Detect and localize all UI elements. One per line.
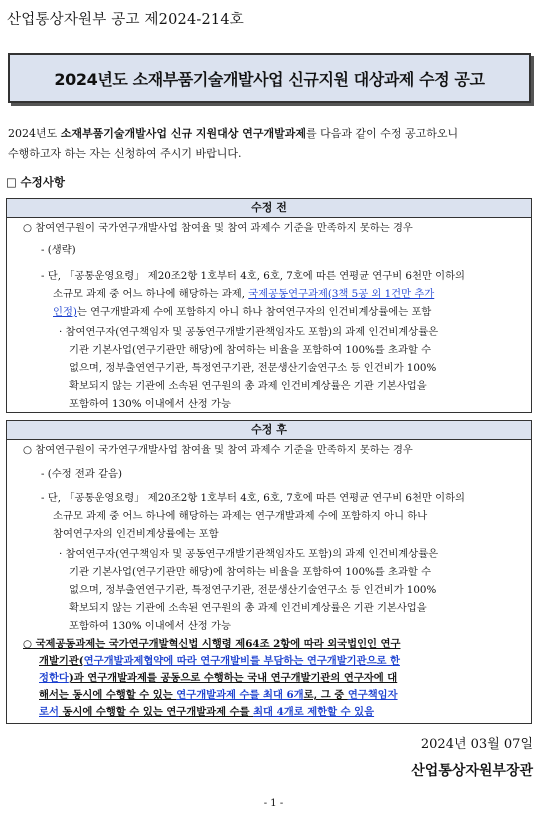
- text: 동시에 수행할 수 있는 연구개발과제 수를: [58, 706, 254, 718]
- intro-text: 2024년도: [8, 127, 61, 140]
- highlight-text: 연구개발과제협약에 따라 연구개발비를 부담하는 연구개발기관으로 한: [83, 655, 400, 667]
- text: 소규모 과제 중 어느 하나에 해당하는 과제,: [53, 288, 249, 300]
- signatory: 산업통상자원부장관: [411, 763, 533, 779]
- new-clause-line: [23, 637, 400, 651]
- before-line: 포함하여 130% 이내에서 산정 가능: [69, 398, 231, 410]
- intro-project-name: 소재부품기술개발사업 신규 지원대상 연구개발과제: [60, 127, 307, 140]
- text: 로, 그 중: [303, 689, 348, 701]
- after-line: - 단, 「공통운영요령」 제20조2항 1호부터 4호, 6호, 7호에 따른 연평균 연구비 6천만 이하의: [41, 492, 465, 504]
- highlight-text: 국제공동연구과제(3책 5공 외 1건만 추가: [248, 288, 435, 300]
- after-line: 포함하여 130% 이내에서 산정 가능: [69, 620, 231, 632]
- intro-line-2: 수행하고자 하는 자는 신청하여 주시기 바랍니다.: [8, 147, 242, 160]
- intro-paragraph: [8, 124, 534, 164]
- new-clause-line: [39, 705, 374, 719]
- before-line: - (생략): [41, 244, 76, 256]
- page-number: - 1 -: [263, 798, 284, 809]
- after-box: [6, 420, 532, 724]
- before-line: 확보되지 않는 기관에 소속된 연구원의 총 과제 인건비계상률은 기관 기본사업을: [69, 380, 427, 392]
- page-title: 2024년도 소재부품기술개발사업 신규지원 대상과제 수정 공고: [54, 69, 485, 89]
- after-line: 없으며, 정부출연연구기관, 특정연구기관, 전문생산기술연구소 등 인건비가 100%: [69, 584, 437, 596]
- after-line: 확보되지 않는 기관에 소속된 연구원의 총 과제 인건비계상률은 기관 기본사업을: [69, 602, 427, 614]
- title-box: [8, 53, 531, 103]
- before-line: 기관 기본사업(연구기관만 해당)에 참여하는 비율을 포함하여 100%를 초과할 수: [69, 344, 432, 356]
- after-line: - (수정 전과 같음): [41, 468, 123, 480]
- after-heading: 수정 후: [7, 421, 531, 440]
- text: )과 연구개발과제를 공동으로 수행하는 국내 연구개발기관의 연구자에 대: [68, 672, 398, 684]
- section-heading: [6, 174, 65, 190]
- intro-line-1: [8, 124, 534, 144]
- text: 는 연구개발과제 수에 포함하지 아니 하나 참여연구자의 인건비계상률에는 포함: [76, 306, 432, 318]
- after-line: · 참여연구자(연구책임자 및 공동연구개발기관책임자도 포함)의 과제 인건비계상률은: [59, 548, 439, 560]
- checkbox-icon: □: [6, 175, 17, 189]
- intro-text: 를 다음과 같이 수정 공고하오니: [306, 127, 459, 140]
- after-line: 소규모 과제 중 어느 하나에 해당하는 과제는 연구개발과제 수에 포함하지 아니 하나: [53, 510, 428, 522]
- before-heading: 수정 전: [7, 199, 531, 218]
- before-line: · 참여연구자(연구책임자 및 공동연구개발기관책임자도 포함)의 과제 인건비계상률은: [59, 326, 439, 338]
- new-clause-line: [39, 688, 398, 702]
- highlight-text: 연구개발과제 수를 최대 6개: [176, 689, 304, 701]
- highlight-text: 연구책임자: [347, 689, 398, 701]
- before-box: [6, 198, 532, 413]
- text: ○ 국제공동과제는 국가연구개발혁신법 시행령 제64조 2항에 따라 외국법인인 연구: [23, 638, 401, 650]
- highlight-text: 최대 4개로 제한할 수 있음: [253, 706, 375, 718]
- notice-number: 산업통상자원부 공고 제2024-214호: [7, 12, 244, 28]
- text: 개발기관(: [39, 655, 84, 667]
- after-line: 기관 기본사업(연구기관만 해당)에 참여하는 비율을 포함하여 100%를 초과할 수: [69, 566, 432, 578]
- text: 해서는 동시에 수행할 수 있는: [39, 689, 177, 701]
- before-line: 없으며, 정부출연연구기관, 특정연구기관, 전문생산기술연구소 등 인건비가 100%: [69, 362, 437, 374]
- highlight-text: 정한다: [39, 672, 69, 684]
- before-line: [53, 287, 434, 301]
- highlight-text: 로서: [39, 706, 59, 718]
- after-line: 참여연구자의 인건비계상률에는 포함: [53, 528, 219, 540]
- after-line: ○ 참여연구원이 국가연구개발사업 참여율 및 참여 과제수 기준을 만족하지 못하는 경우: [23, 444, 413, 456]
- section-label: 수정사항: [20, 175, 65, 189]
- notice-date: 2024년 03월 07일: [420, 737, 533, 752]
- before-line: [53, 305, 431, 319]
- new-clause-line: [39, 654, 400, 668]
- new-clause-line: [39, 671, 397, 685]
- before-line: ○ 참여연구원이 국가연구개발사업 참여율 및 참여 과제수 기준을 만족하지 못하는 경우: [23, 222, 413, 234]
- highlight-text: 인정): [53, 306, 77, 318]
- before-line: - 단, 「공통운영요령」 제20조2항 1호부터 4호, 6호, 7호에 따른 연평균 연구비 6천만 이하의: [41, 270, 465, 282]
